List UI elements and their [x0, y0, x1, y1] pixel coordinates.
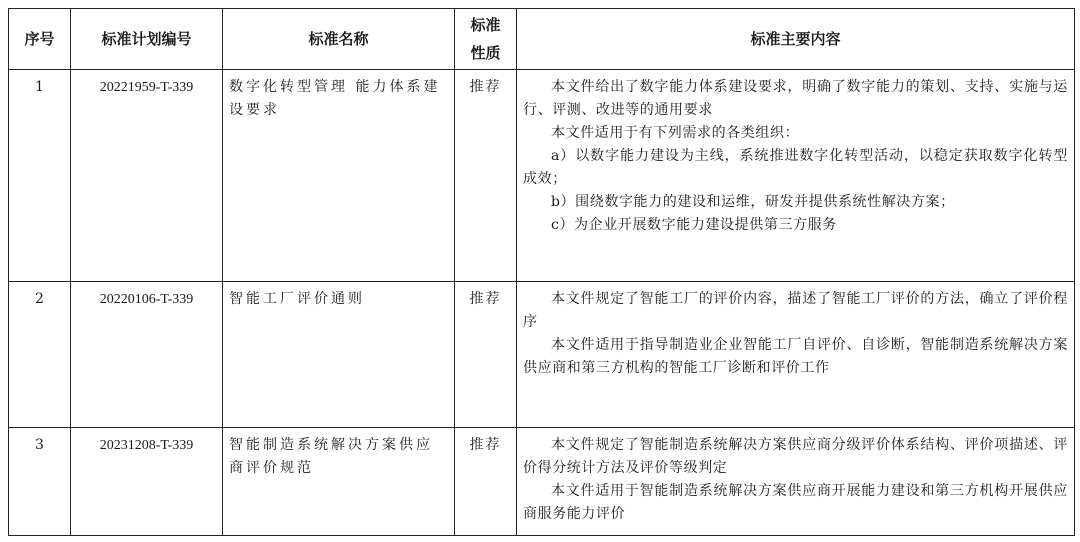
- row-plan-code: 20220106-T-339: [71, 282, 223, 428]
- header-nature-text: 标准性质: [470, 16, 501, 62]
- row-nature: 推荐: [455, 70, 517, 282]
- table-row: [9, 428, 1075, 536]
- row-content: [517, 70, 1075, 282]
- row-content: [517, 428, 1075, 536]
- table-row: [9, 282, 1075, 428]
- content-paragraph: 本文件适用于有下列需求的各类组织：: [551, 125, 800, 141]
- row-content: [517, 282, 1075, 428]
- content-paragraph: 本文件适用于智能制造系统解决方案供应商开展能力建设和第三方机构开展供应商服务能力评价: [523, 483, 1068, 522]
- row-index: 1: [9, 70, 71, 282]
- row-plan-code: 20221959-T-339: [71, 70, 223, 282]
- header-plan-code: 标准计划编号: [71, 9, 223, 70]
- row-index: 3: [9, 428, 71, 536]
- row-name: 智能制造系统解决方案供应商评价规范: [223, 428, 455, 536]
- standards-table: [8, 8, 1075, 536]
- row-nature: 推荐: [455, 428, 517, 536]
- header-name: 标准名称: [223, 9, 455, 70]
- table-row: [9, 70, 1075, 282]
- content-list-item: a）以数字能力建设为主线，系统推进数字化转型活动，以稳定获取数字化转型成效；: [523, 148, 1068, 187]
- header-index: 序号: [9, 9, 71, 70]
- content-paragraph: 本文件规定了智能工厂的评价内容，描述了智能工厂评价的方法，确立了评价程序: [523, 291, 1068, 330]
- content-list-item: c）为企业开展数字能力建设提供第三方服务: [551, 217, 837, 233]
- content-paragraph: 本文件规定了智能制造系统解决方案供应商分级评价体系结构、评价项描述、评价得分统计方法及评价等级判定: [523, 437, 1068, 476]
- content-list-item: b）围绕数字能力的建设和运维，研发并提供系统性解决方案；: [551, 194, 955, 210]
- row-name: 数字化转型管理 能力体系建设要求: [223, 70, 455, 282]
- content-paragraph: 本文件给出了数字能力体系建设要求，明确了数字能力的策划、支持、实施与运行、评测、改进等的通用要求: [523, 79, 1068, 118]
- row-plan-code: 20231208-T-339: [71, 428, 223, 536]
- row-name: 智能工厂评价通则: [223, 282, 455, 428]
- content-paragraph: 本文件适用于指导制造业企业智能工厂自评价、自诊断，智能制造系统解决方案供应商和第三方机构的智能工厂诊断和评价工作: [523, 337, 1068, 376]
- row-index: 2: [9, 282, 71, 428]
- table-header-row: [9, 9, 1075, 70]
- row-nature: 推荐: [455, 282, 517, 428]
- header-content: 标准主要内容: [517, 9, 1075, 70]
- header-nature: [455, 9, 517, 70]
